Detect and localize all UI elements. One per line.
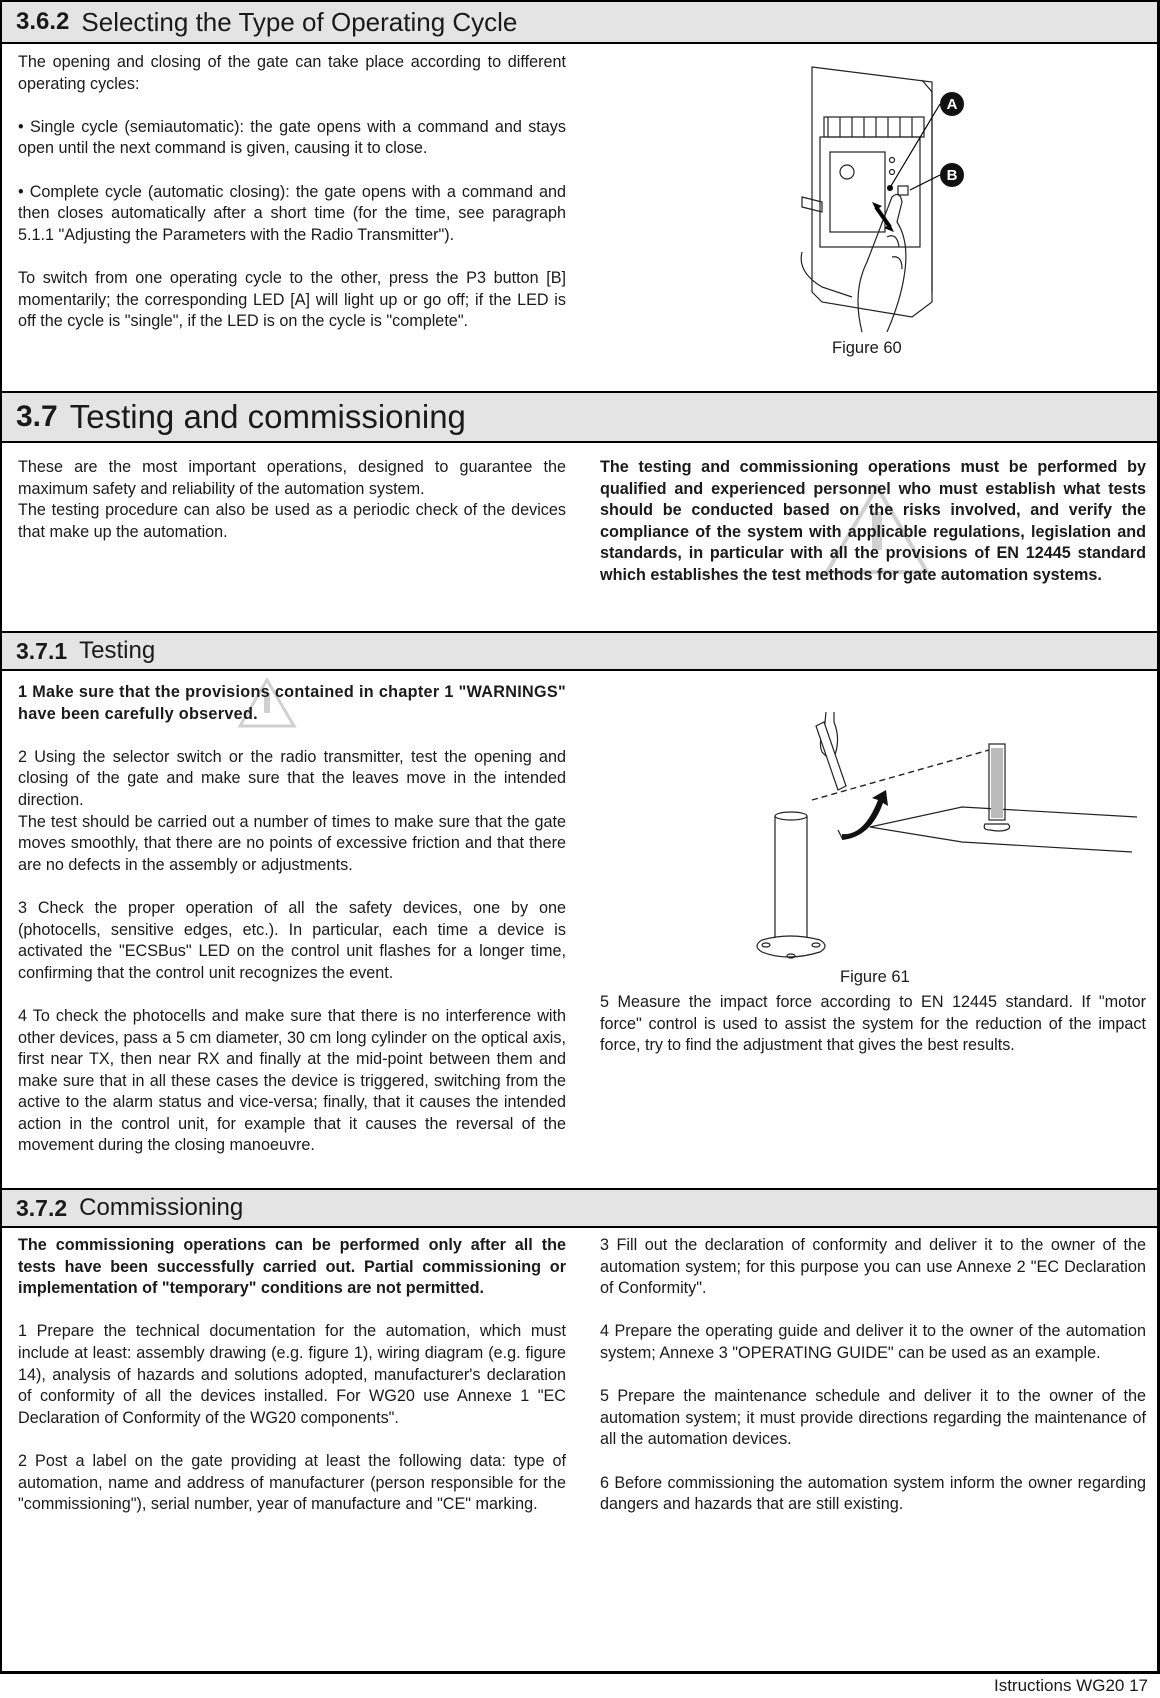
section-title: Testing and commissioning <box>69 398 466 435</box>
section-header-3-7-2 <box>2 1188 1157 1228</box>
paragraph: The testing procedure can also be used as a periodic check of the devices that make up the automation. <box>18 501 566 541</box>
step-5: 5 Measure the impact force according to EN 12445 standard. If "motor force" control is used to assist the system for the reduction of the impact force, try to find the adjustment that gives the best results. <box>600 993 1146 1055</box>
section-title: Commissioning <box>79 1194 244 1221</box>
page-footer: Istructions WG20 17 <box>993 1676 1148 1695</box>
step-3: 3 Fill out the declaration of conformity and deliver it to the owner of the automation system; for this purpose you can use Annexe 2 "EC Declaration of Conformity". <box>600 1236 1146 1298</box>
section-header-3-7 <box>2 391 1157 443</box>
paragraph: • Complete cycle (automatic closing): the gate opens with a command and then closes automatically after a short time (for the time, see paragraph 5.1.1 "Adjusting the Parameters with the Radio Transmitter"). <box>18 182 566 244</box>
figure-61-photocell-test-illustration <box>742 712 1142 962</box>
step-1: 1 Prepare the technical documentation for the automation, which must include at least: assembly drawing (e.g. figure 1), wiring diagram (e.g. figure 14), analysis of hazards and solutions adopted, manufacturer's declaration of conformity of all the devices installed. For WG20 use Annexe 1 "EC Declaration of Conformity of the WG20 components". <box>18 1322 566 1427</box>
step-1: 1 Make sure that the provisions contained in chapter 1 "WARNINGS" have been carefully observed. <box>18 683 566 723</box>
callout-label-b: B <box>940 163 964 187</box>
step-5: 5 Prepare the maintenance schedule and deliver it to the owner of the automation system; it must provide directions regarding the maintenance of all the automation devices. <box>600 1387 1146 1449</box>
section-title: Selecting the Type of Operating Cycle <box>81 6 518 37</box>
figure-60-control-unit-illustration <box>792 62 1042 332</box>
section-3-7-2-right <box>600 1235 1146 1516</box>
section-3-7-2-left <box>18 1235 566 1516</box>
section-header-3-7-1 <box>2 631 1157 671</box>
section-header-3-6-2 <box>2 2 1157 44</box>
section-number: 3.7.2 <box>16 1194 68 1221</box>
paragraph: These are the most important operations, designed to guarantee the maximum safety and reliability of the automation system. <box>18 458 566 498</box>
paragraph: • Single cycle (semiautomatic): the gate opens with a command and stays open until the next command is given, causing it to close. <box>18 117 566 158</box>
paragraph: To switch from one operating cycle to the other, press the P3 button [B] momentarily; the corresponding LED [A] will light up or go off; if the LED is off the cycle is "single", if the LED is on the cycle is "complete". <box>18 268 566 331</box>
section-number: 3.6.2 <box>16 8 70 35</box>
step-4: 4 To check the photocells and make sure that there is no interference with other devices, pass a 5 cm diameter, 30 cm long cylinder on the optical axis, first near TX, then near RX and finally at the mid-point between them and make sure that in all these cases the device is triggered, switching from the active to the alarm status and vice-versa; finally, that it causes the intended action in the control unit, for example that it causes the reversal of the movement during the closing manoeuvre. <box>18 1006 566 1155</box>
control-unit-drawing-icon <box>792 62 1042 332</box>
figure-caption: Figure 60 <box>832 339 902 357</box>
commissioning-warning: The commissioning operations can be performed only after all the tests have been successfully carried out. Partial commissioning or implementation of "temporary" conditions are not permitted. <box>18 1236 566 1298</box>
photocell-cylinder-drawing-icon <box>742 712 1142 962</box>
step-2: 2 Using the selector switch or the radio transmitter, test the opening and closing of the gate and make sure that the leaves move in the intended direction. <box>18 747 566 809</box>
callout-label-a: A <box>940 92 964 116</box>
figure-caption: Figure 61 <box>840 968 910 986</box>
paragraph: The opening and closing of the gate can take place according to different operating cycles: <box>18 53 566 93</box>
section-3-7-1-step-5 <box>600 992 1146 1057</box>
step-4: 4 Prepare the operating guide and deliver it to the owner of the automation system; Annexe 3 "OPERATING GUIDE" can be used as an example. <box>600 1322 1146 1362</box>
warning-text: The testing and commissioning operations must be performed by qualified and experienced personnel who must establish what tests should be conducted based on the risks involved, and verify the compliance of the system with applicable regulations, legislation and standards, in particular with all the provisions of EN 12445 standard which establishes the test methods for gate automation systems. <box>600 458 1146 584</box>
section-3-7-intro <box>18 457 566 543</box>
section-number: 3.7.1 <box>16 637 68 664</box>
step-3: 3 Check the proper operation of all the safety devices, one by one (photocells, sensitive edges, etc.). In particular, each time a device is activated the "ECSBus" LED on the control unit flashes for a longer time, confirming that the control unit recognizes the event. <box>18 898 566 982</box>
section-3-7-warning <box>600 457 1146 587</box>
step-2-detail: The test should be carried out a number of times to make sure that the gate moves smoothly, that there are no points of excessive friction and that there are no defects in the assembly or adjustments. <box>18 812 566 874</box>
section-3-7-1-steps <box>18 682 566 1157</box>
section-number: 3.7 <box>16 400 58 433</box>
section-title: Testing <box>79 637 156 664</box>
step-6: 6 Before commissioning the automation system inform the owner regarding dangers and hazards that are still existing. <box>600 1473 1146 1514</box>
section-3-6-2-text <box>18 52 566 354</box>
step-2: 2 Post a label on the gate providing at least the following data: type of automation, name and address of manufacturer (person responsible for the "commissioning"), serial number, year of manufacture and "CE" marking. <box>18 1451 566 1514</box>
